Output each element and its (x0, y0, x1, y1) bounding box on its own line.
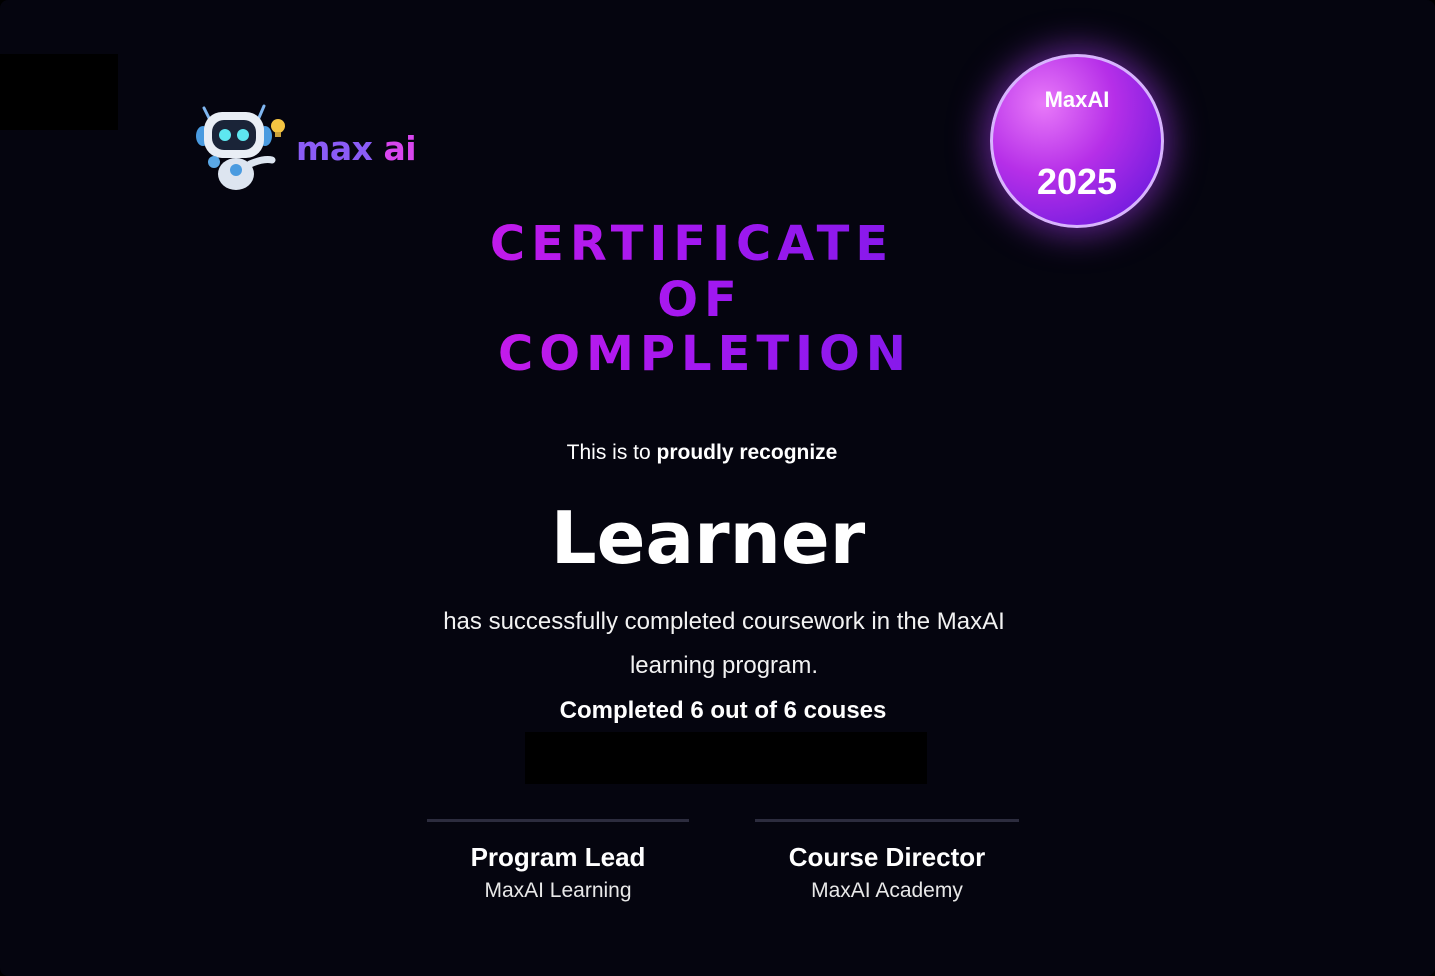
signature-role: Program Lead (470, 842, 646, 872)
signature-org: MaxAI Academy (811, 879, 963, 902)
badge-name: MaxAI (1044, 87, 1110, 112)
brand-logo (190, 98, 416, 194)
year-badge (990, 54, 1164, 228)
brand-word-ai: ai (383, 128, 417, 168)
recognition-line (402, 441, 1002, 465)
signature-role: Course Director (788, 842, 986, 872)
signature-org: MaxAI Learning (484, 879, 632, 902)
brand-word-max: max (296, 128, 373, 168)
description-line-2: learning program. (629, 652, 819, 679)
courses-completed: Completed 6 out of 6 couses (559, 697, 887, 724)
badge-year: 2025 (1036, 161, 1118, 202)
brand-wordmark (296, 129, 416, 168)
recipient-name: Learner (550, 496, 866, 580)
description-line-1: has successfully completed coursework in the MaxAI (443, 608, 1005, 635)
signature-block-program-lead (427, 819, 689, 903)
title-line-3: COMPLETION (405, 330, 1005, 378)
title-line-1: CERTIFICATE (392, 220, 992, 268)
redaction-block-top (0, 54, 118, 130)
completion-description (424, 600, 1024, 688)
robot-mascot-icon (190, 98, 290, 194)
title-line-2: OF (400, 276, 1000, 324)
signature-block-course-director (755, 819, 1019, 903)
recognition-emphasis: proudly recognize (656, 441, 838, 464)
recognition-prefix: This is to (566, 441, 657, 464)
redaction-block-middle (525, 732, 927, 784)
